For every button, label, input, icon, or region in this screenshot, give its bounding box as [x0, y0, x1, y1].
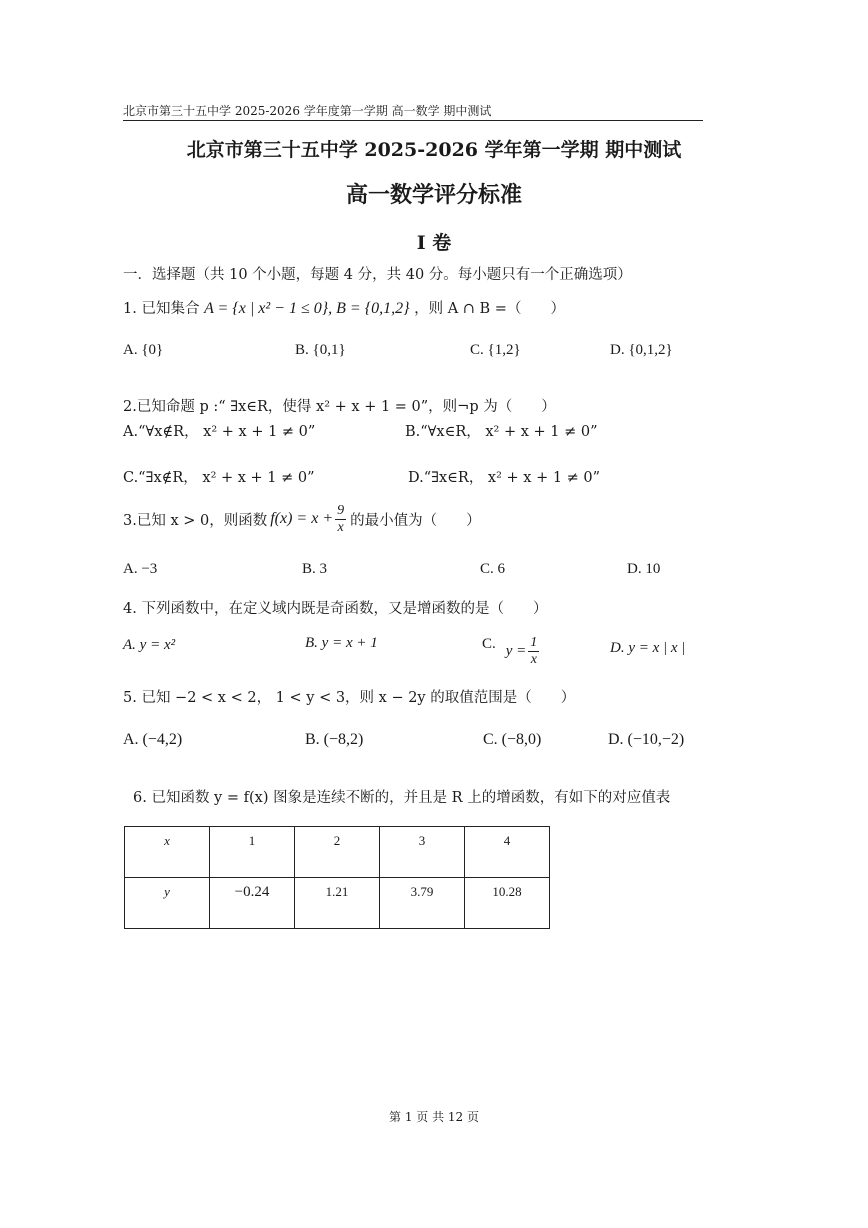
question-2-stem: 2.已知命题 p :“ ∃x∈R，使得 x² + x + 1 = 0”，则¬p 为（ ）: [123, 399, 556, 415]
question-5-option-b: B. (−8,2): [305, 731, 364, 748]
question-3-fraction-numerator: 9: [337, 502, 345, 518]
question-1-prefix: 1. 已知集合: [123, 301, 200, 317]
question-3-suffix: 的最小值为（ ）: [350, 512, 481, 529]
question-1-option-a: A. {0}: [123, 342, 164, 358]
table-cell: 3: [380, 827, 465, 878]
question-4-option-c: [482, 630, 539, 672]
table-row-x: [125, 827, 550, 878]
table-cell: 3.79: [380, 878, 465, 929]
question-6-stem: 6. 已知函数 y = f(x) 图象是连续不断的，并且是 R 上的增函数，有如下的对应值表: [133, 790, 671, 806]
table-cell: 1: [210, 827, 295, 878]
table-cell: 2: [295, 827, 380, 878]
question-3-function: f(x) = x +: [270, 510, 334, 527]
question-3-option-c: C. 6: [480, 561, 506, 577]
document-subtitle: 高一数学评分标准: [345, 182, 522, 208]
question-4-option-a: A. y = x²: [123, 637, 176, 653]
question-4-stem: 4. 下列函数中，在定义域内既是奇函数，又是增函数的是（ ）: [123, 601, 548, 617]
question-5-option-a: A. (−4,2): [123, 731, 183, 748]
table-cell: y: [125, 878, 210, 929]
table-row-y: [125, 878, 550, 929]
question-1-stem: [123, 297, 565, 318]
question-2-option-b: B.“∀x∈R， x² + x + 1 ≠ 0”: [405, 424, 598, 440]
question-4-option-c-function: y =: [505, 642, 527, 659]
question-1-suffix: ，则 A ∩ B =（ ）: [414, 301, 565, 317]
table-cell: 1.21: [295, 878, 380, 929]
question-2-option-d: D.“∃x∈R， x² + x + 1 ≠ 0”: [408, 470, 601, 486]
question-3-fraction: [335, 503, 346, 536]
question-4-option-b: B. y = x + 1: [305, 635, 378, 651]
question-4-option-c-numerator: 1: [530, 634, 538, 650]
question-4-option-d: D. y = x | x |: [610, 640, 686, 656]
document-title: 北京市第三十五中学 2025-2026 学年第一学期 期中测试: [186, 139, 682, 161]
section-heading: 一．选择题（共 10 个小题，每题 4 分，共 40 分。每小题只有一个正确选项）: [123, 267, 632, 283]
question-3-fraction-denominator: x: [337, 519, 344, 535]
question-2-option-c: C.“∃x∉R， x² + x + 1 ≠ 0”: [123, 470, 315, 486]
question-2-option-a: A.“∀x∉R， x² + x + 1 ≠ 0”: [123, 424, 316, 440]
table-cell: x: [125, 827, 210, 878]
question-3-option-b: B. 3: [302, 561, 328, 577]
question-5-option-c: C. (−8,0): [483, 731, 542, 748]
table-cell: 10.28: [465, 878, 550, 929]
question-3-prefix: 3.已知 x > 0，则函数: [123, 512, 268, 529]
question-5-stem: 5. 已知 −2 < x < 2， 1 < y < 3，则 x − 2y 的取值范围是（ ）: [123, 690, 576, 706]
question-1-option-b: B. {0,1}: [295, 342, 346, 358]
running-header: 北京市第三十五中学 2025-2026 学年度第一学期 高一数学 期中测试: [123, 104, 492, 118]
question-1-option-c: C. {1,2}: [470, 342, 521, 358]
question-3-stem: [123, 497, 481, 541]
question-4-option-c-denominator: x: [530, 651, 537, 667]
table-cell: −0.24: [210, 878, 295, 929]
table-cell: 4: [465, 827, 550, 878]
question-3-option-a: A. −3: [123, 561, 158, 577]
question-1-option-d: D. {0,1,2}: [610, 342, 673, 358]
question-1-sets: A = {x | x² − 1 ≤ 0}, B = {0,1,2}: [204, 300, 410, 317]
question-5-option-d: D. (−10,−2): [608, 731, 685, 748]
header-rule: [123, 120, 703, 121]
value-table: [124, 826, 550, 929]
question-4-option-c-fraction: [528, 635, 539, 668]
question-4-option-c-label: C.: [482, 635, 496, 652]
question-3-option-d: D. 10: [627, 561, 661, 577]
page-number: 第 1 页 共 12 页: [389, 1110, 479, 1124]
volume-label: I 卷: [416, 232, 452, 254]
